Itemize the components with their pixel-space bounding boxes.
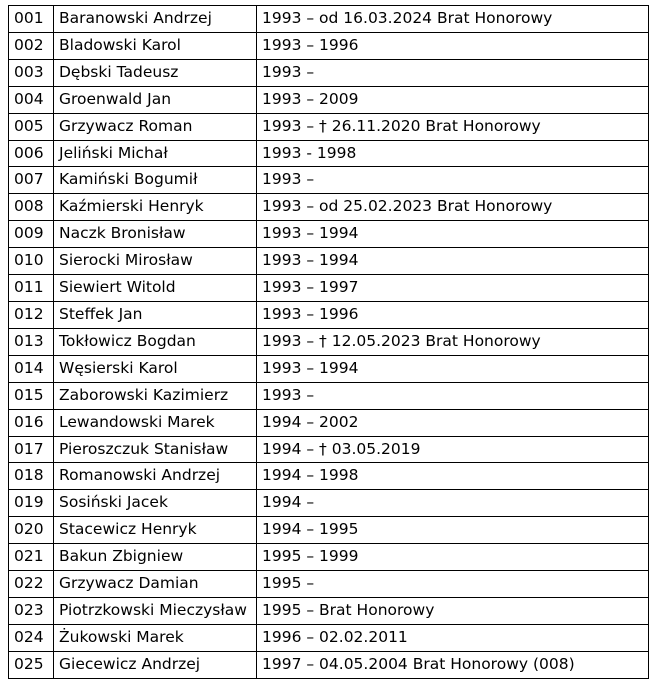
table-row	[9, 167, 649, 194]
member-number: 021	[9, 544, 54, 571]
member-years: 1994 – 2002	[257, 409, 649, 436]
member-name: Siewiert Witold	[54, 275, 257, 302]
member-years: 1993 –	[257, 167, 649, 194]
member-years: 1993 – 1994	[257, 248, 649, 275]
table-row	[9, 463, 649, 490]
member-number: 015	[9, 382, 54, 409]
member-number: 005	[9, 113, 54, 140]
table-row	[9, 86, 649, 113]
member-name: Steffek Jan	[54, 301, 257, 328]
member-number: 016	[9, 409, 54, 436]
member-number: 014	[9, 355, 54, 382]
member-years: 1993 – † 12.05.2023 Brat Honorowy	[257, 328, 649, 355]
member-number: 011	[9, 275, 54, 302]
member-number: 002	[9, 32, 54, 59]
member-years: 1994 – 1998	[257, 463, 649, 490]
member-years: 1995 – Brat Honorowy	[257, 597, 649, 624]
member-number: 023	[9, 597, 54, 624]
member-number: 003	[9, 59, 54, 86]
member-number: 017	[9, 436, 54, 463]
table-row	[9, 6, 649, 33]
table-row	[9, 59, 649, 86]
table-row	[9, 140, 649, 167]
member-years: 1993 – † 26.11.2020 Brat Honorowy	[257, 113, 649, 140]
member-name: Tokłowicz Bogdan	[54, 328, 257, 355]
member-number: 007	[9, 167, 54, 194]
member-years: 1994 – † 03.05.2019	[257, 436, 649, 463]
member-name: Baranowski Andrzej	[54, 6, 257, 33]
member-years: 1994 –	[257, 490, 649, 517]
member-name: Żukowski Marek	[54, 624, 257, 651]
member-years: 1993 –	[257, 59, 649, 86]
member-number: 019	[9, 490, 54, 517]
table-row	[9, 517, 649, 544]
member-number: 022	[9, 571, 54, 598]
table-row	[9, 275, 649, 302]
members-table-body	[9, 6, 649, 679]
table-row	[9, 490, 649, 517]
member-name: Giecewicz Andrzej	[54, 651, 257, 678]
member-name: Węsierski Karol	[54, 355, 257, 382]
table-row	[9, 571, 649, 598]
member-name: Sosiński Jacek	[54, 490, 257, 517]
member-years: 1993 - 1998	[257, 140, 649, 167]
table-row	[9, 355, 649, 382]
table-row	[9, 248, 649, 275]
member-number: 013	[9, 328, 54, 355]
member-name: Lewandowski Marek	[54, 409, 257, 436]
member-number: 020	[9, 517, 54, 544]
member-years: 1994 – 1995	[257, 517, 649, 544]
member-number: 004	[9, 86, 54, 113]
member-years: 1993 – od 25.02.2023 Brat Honorowy	[257, 194, 649, 221]
member-years: 1993 – od 16.03.2024 Brat Honorowy	[257, 6, 649, 33]
member-number: 012	[9, 301, 54, 328]
member-number: 008	[9, 194, 54, 221]
table-row	[9, 624, 649, 651]
member-years: 1995 –	[257, 571, 649, 598]
member-years: 1993 – 1996	[257, 32, 649, 59]
member-number: 024	[9, 624, 54, 651]
member-name: Kamiński Bogumił	[54, 167, 257, 194]
table-row	[9, 651, 649, 678]
member-name: Romanowski Andrzej	[54, 463, 257, 490]
member-name: Groenwald Jan	[54, 86, 257, 113]
member-name: Zaborowski Kazimierz	[54, 382, 257, 409]
member-name: Naczk Bronisław	[54, 221, 257, 248]
member-name: Stacewicz Henryk	[54, 517, 257, 544]
member-years: 1993 – 1997	[257, 275, 649, 302]
table-row	[9, 544, 649, 571]
member-number: 018	[9, 463, 54, 490]
member-name: Bladowski Karol	[54, 32, 257, 59]
member-years: 1993 – 1996	[257, 301, 649, 328]
table-row	[9, 194, 649, 221]
member-years: 1995 – 1999	[257, 544, 649, 571]
member-name: Grzywacz Damian	[54, 571, 257, 598]
member-years: 1993 – 2009	[257, 86, 649, 113]
members-table	[8, 5, 649, 679]
table-row	[9, 597, 649, 624]
member-years: 1996 – 02.02.2011	[257, 624, 649, 651]
member-number: 006	[9, 140, 54, 167]
table-row	[9, 382, 649, 409]
member-number: 001	[9, 6, 54, 33]
member-years: 1993 – 1994	[257, 355, 649, 382]
member-number: 010	[9, 248, 54, 275]
table-row	[9, 328, 649, 355]
member-name: Sierocki Mirosław	[54, 248, 257, 275]
table-row	[9, 436, 649, 463]
member-name: Pieroszczuk Stanisław	[54, 436, 257, 463]
member-years: 1997 – 04.05.2004 Brat Honorowy (008)	[257, 651, 649, 678]
member-name: Piotrzkowski Mieczysław	[54, 597, 257, 624]
member-name: Grzywacz Roman	[54, 113, 257, 140]
member-number: 025	[9, 651, 54, 678]
table-row	[9, 301, 649, 328]
member-years: 1993 –	[257, 382, 649, 409]
table-row	[9, 113, 649, 140]
member-name: Bakun Zbigniew	[54, 544, 257, 571]
member-number: 009	[9, 221, 54, 248]
member-name: Kaźmierski Henryk	[54, 194, 257, 221]
member-name: Jeliński Michał	[54, 140, 257, 167]
table-row	[9, 409, 649, 436]
member-years: 1993 – 1994	[257, 221, 649, 248]
table-row	[9, 32, 649, 59]
member-name: Dębski Tadeusz	[54, 59, 257, 86]
table-row	[9, 221, 649, 248]
